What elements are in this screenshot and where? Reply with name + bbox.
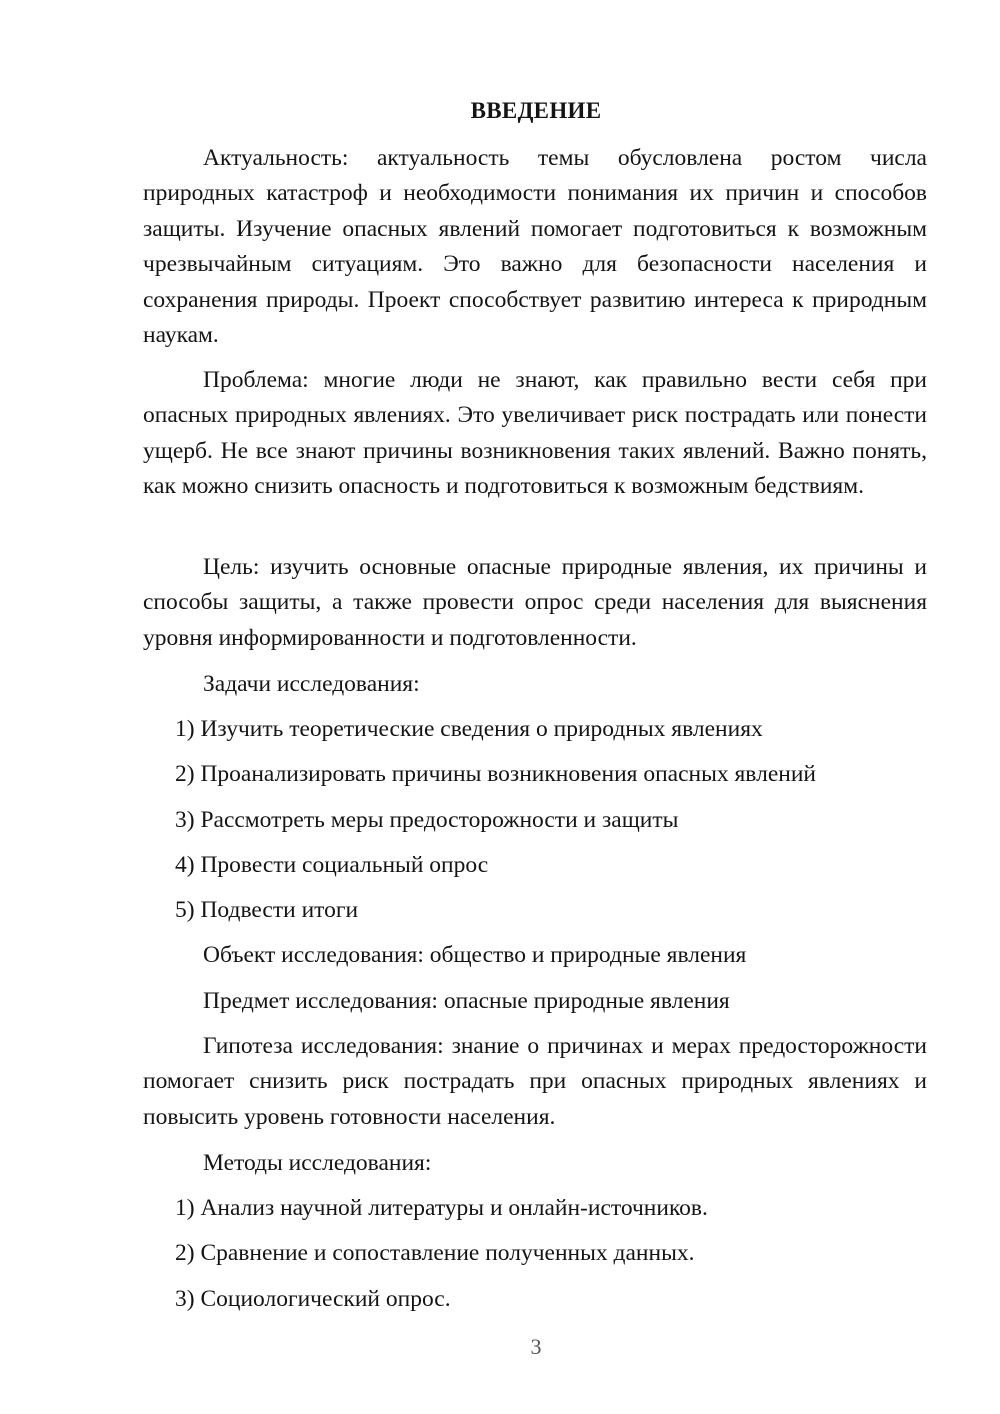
methods-heading: Методы исследования: xyxy=(203,1150,432,1176)
relevance-paragraph: Актуальность: актуальность темы обусловлена ростом числа природных катастроф и необходимости понимания их причин и способов защиты. Изучение опасных явлений помогает подготовиться к возможным чрезвычайным ситуациям. Это важно для безопасности населения и сохранения природы. Проект способствует развитию интереса к природным наукам. xyxy=(143,145,927,349)
hypothesis-paragraph: Гипотеза исследования: знание о причинах и мерах предосторожности помогает снизить риск пострадать при опасных природных явлениях и повысить уровень готовности населения. xyxy=(143,1033,927,1130)
research-object: Объект исследования: общество и природные явления xyxy=(203,942,747,968)
task-item: 1) Изучить теоретические сведения о природных явлениях xyxy=(175,716,763,742)
task-item: 3) Рассмотреть меры предосторожности и защиты xyxy=(175,807,679,833)
method-item: 1) Анализ научной литературы и онлайн-источников. xyxy=(175,1195,708,1221)
method-item: 3) Социологический опрос. xyxy=(175,1286,451,1312)
page-number: 3 xyxy=(530,1334,542,1359)
problem-paragraph: Проблема: многие люди не знают, как правильно вести себя при опасных природных явлениях. Это увеличивает риск пострадать или понести ущерб. Не все знают причины возникновения таких явлений. Важно понять, как можно снизить опасность и подготовиться к возможным бедствиям. xyxy=(143,367,927,500)
tasks-heading: Задачи исследования: xyxy=(203,671,420,697)
task-item: 5) Подвести итоги xyxy=(175,897,359,923)
section-heading: ВВЕДЕНИЕ xyxy=(470,98,602,123)
task-item: 4) Провести социальный опрос xyxy=(175,852,489,878)
research-subject: Предмет исследования: опасные природные явления xyxy=(203,988,730,1014)
goal-paragraph: Цель: изучить основные опасные природные явления, их причины и способы защиты, а также провести опрос среди населения для выяснения уровня информированности и подготовленности. xyxy=(143,554,927,651)
task-item: 2) Проанализировать причины возникновения опасных явлений xyxy=(175,761,816,787)
method-item: 2) Сравнение и сопоставление полученных данных. xyxy=(175,1240,695,1266)
